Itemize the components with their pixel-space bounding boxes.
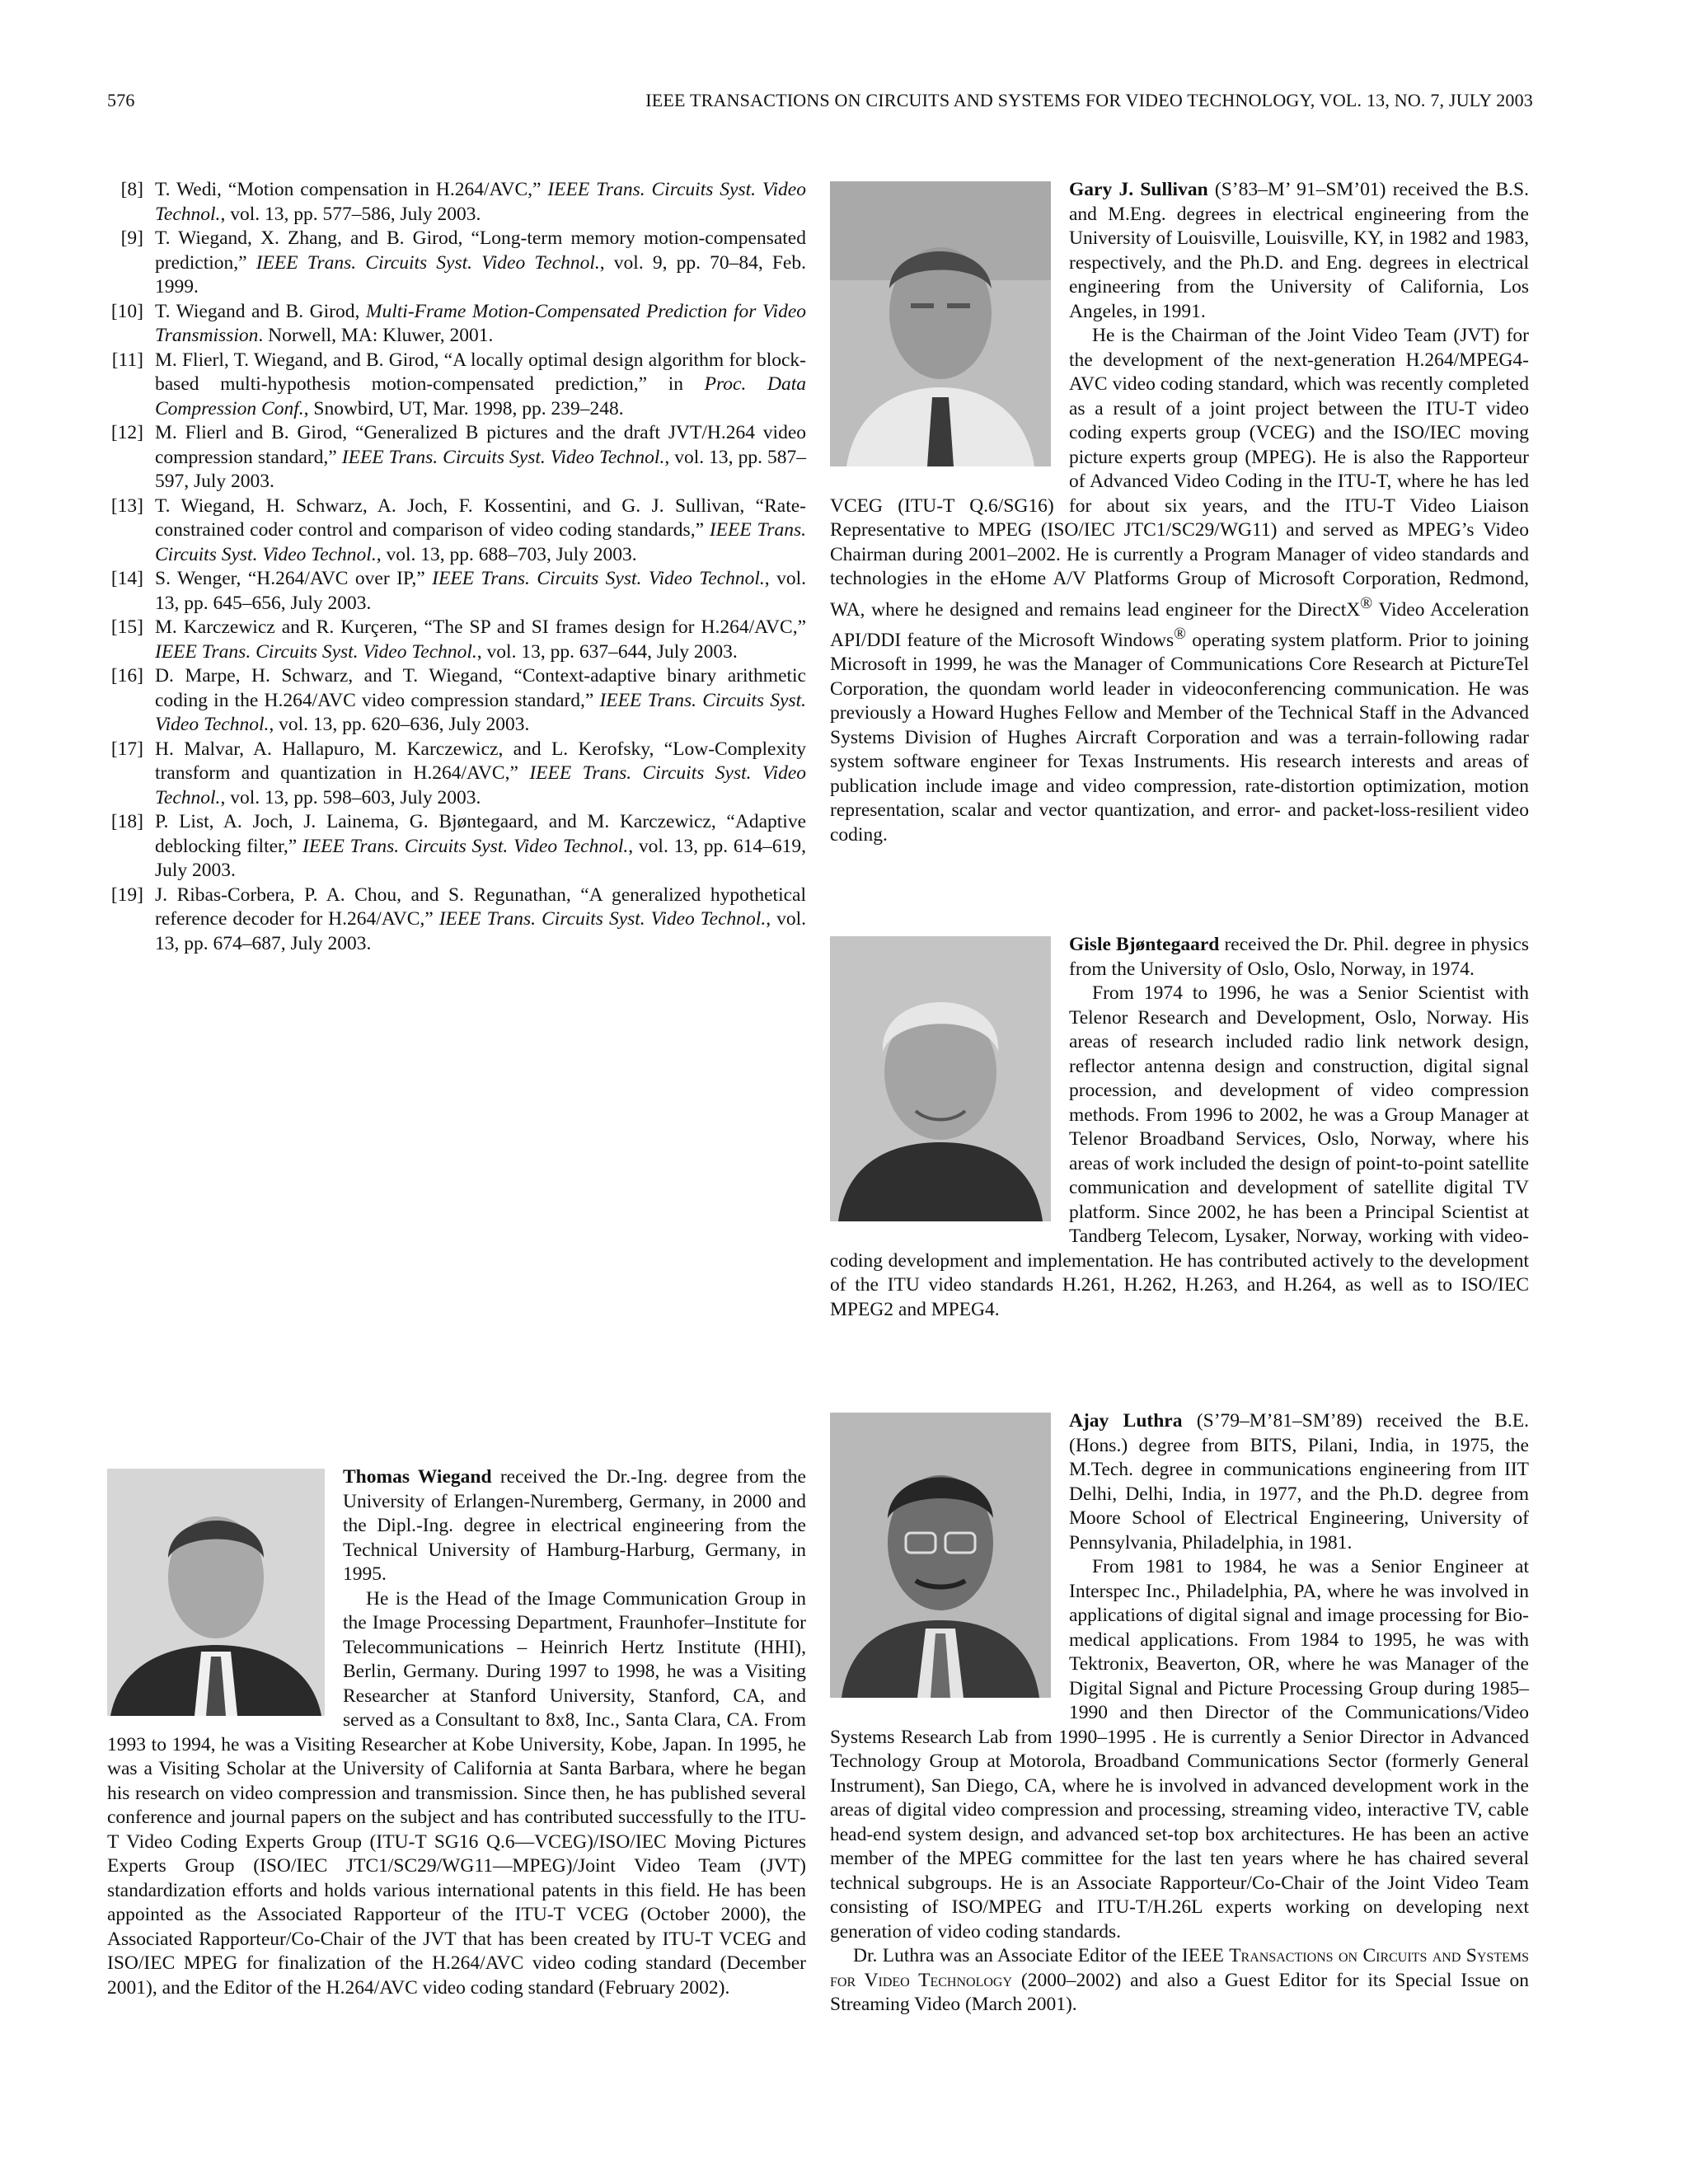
- author-name: Gisle Bjøntegaard: [1069, 934, 1220, 955]
- reference-text: M. Flierl and B. Girod, “Generalized B pictures and the draft JVT/H.264 video compression standard,” IEEE Trans. Circuits Syst. Video Technol., vol. 13, pp. 587–597, July 2003.: [155, 422, 806, 492]
- reference-text: T. Wiegand and B. Girod, Multi-Frame Motion-Compensated Prediction for Video Transmission. Norwell, MA: Kluwer, 2001.: [155, 300, 807, 346]
- author-name: Gary J. Sullivan: [1069, 179, 1208, 200]
- journal-title: IEEE TRANSACTIONS ON CIRCUITS AND SYSTEMS FOR VIDEO TECHNOLOGY, VOL. 13, NO. 7, JULY 2003: [645, 90, 1533, 110]
- reference-number: [16]: [110, 665, 143, 687]
- reference-text: M. Flierl, T. Wiegand, and B. Girod, “A locally optimal design algorithm for block-based multi-hypothesis motion-compensated prediction,” in Proc. Data Compression Conf., Snowbird, UT, Mar. 1998, pp. 239–248.: [155, 349, 806, 419]
- running-header: [107, 86, 1533, 115]
- portrait-image: [830, 1413, 1051, 1698]
- reference-item: [107, 738, 806, 811]
- reference-item: [107, 494, 806, 568]
- reference-text: D. Marpe, H. Schwarz, and T. Wiegand, “Context-adaptive binary arithmetic coding in the H.264/AVC video compression standard,” IEEE Trans. Circuits Syst. Video Technol., vol. 13, pp. 620–636, July 2003.: [155, 665, 807, 735]
- reference-item: [107, 421, 806, 494]
- page-number: 576: [107, 90, 135, 110]
- reference-number: [14]: [110, 568, 143, 589]
- bio-paragraph: Dr. Luthra was an Associate Editor of the IEEE Transactions on Circuits and Systems for Video Technology (2000–2002) and also a Guest Editor for its Special Issue on Streaming Video (March 2001).: [830, 1945, 1530, 2015]
- reference-text: P. List, A. Joch, J. Lainema, G. Bjøntegaard, and M. Karczewicz, “Adaptive deblocking filter,” IEEE Trans. Circuits Syst. Video Technol., vol. 13, pp. 614–619, July 2003.: [155, 811, 806, 881]
- reference-item: [107, 300, 806, 349]
- reference-item: [107, 227, 806, 300]
- reference-item: [107, 178, 806, 227]
- bio-paragraph: Thomas Wiegand received the Dr.-Ing. degree from the University of Erlangen-Nuremberg, Germany, in 2000 and the Dipl.-Ing. degree in electrical engineering from the Technical University of Hamburg-Harburg, Germany, in 1995.: [343, 1466, 806, 1585]
- bio-paragraph: From 1981 to 1984, he was a Senior Engineer at Interspec Inc., Philadelphia, PA, where he was involved in applications of digital signal and image processing for Bio-medical applications. From 1984 to 1995, he was with Tektronix, Beaverton, OR, where he was Manager of the Digital Signal and Picture Processing Group during 1985–1990 and then Director of the Communications/Video Systems Research Lab from 1990–1995 . He is currently a Senior Director in Advanced Technology Group at Motorola, Broadband Communications Sector (formerly General Instrument), San Diego, CA, where he is involved in advanced development work in the areas of digital video compression and processing, streaming video, interactive TV, cable head-end system design, and advanced set-top box architectures. He has been an active member of the MPEG committee for the last ten years where he has chaired several technical subgroups. He is an Associate Rapporteur/Co-Chair of the Joint Video Team consisting of ISO/MPEG and ITU-T/H.26L experts working on developing next generation of video coding standards.: [830, 1556, 1529, 1943]
- author-bio-wiegand: [107, 1465, 806, 2000]
- portrait-image: [830, 181, 1051, 466]
- author-bio-sullivan: [830, 178, 1529, 847]
- reference-text: J. Ribas-Corbera, P. A. Chou, and S. Regunathan, “A generalized hypothetical reference decoder for H.264/AVC,” IEEE Trans. Circuits Syst. Video Technol., vol. 13, pp. 674–687, July 2003.: [155, 883, 806, 954]
- reference-number: [17]: [110, 738, 143, 760]
- reference-number: [13]: [110, 494, 143, 517]
- bio-paragraph: He is the Head of the Image Communication Group in the Image Processing Department, Fraunhofer–Institute for Telecommunications – Heinrich Hertz Institute (HHI), Berlin, Germany. During 1997 to 1998, he was a Visiting Researcher at Stanford University, Stanford, CA, and served as a Consultant to 8x8, Inc., Santa Clara, CA. From 1993 to 1994, he was a Visiting Researcher at Kobe University, Kobe, Japan. In 1995, he was a Visiting Scholar at the University of California at Santa Barbara, where he began his research on video compression and transmission. Since then, he has published several conference and journal papers on the subject and has contributed successfully to the ITU-T Video Coding Experts Group (ITU-T SG16 Q.6—VCEG)/ISO/IEC Moving Pictures Experts Group (ISO/IEC JTC1/SC29/WG11—MPEG)/Joint Video Team (JVT) standardization efforts and holds various international patents in this field. He has been appointed as the Associated Rapporteur of the ITU-T VCEG (October 2000), the Associated Rapporteur/Co-Chair of the JVT that has been created by ITU-T VCEG and ISO/IEC MPEG for finalization of the H.264/AVC video coding standard (December 2001), and the Editor of the H.264/AVC video coding standard (February 2002).: [107, 1587, 806, 1999]
- author-bio-luthra: [830, 1409, 1529, 2018]
- reference-text: S. Wenger, “H.264/AVC over IP,” IEEE Trans. Circuits Syst. Video Technol., vol. 13, pp. 645–656, July 2003.: [155, 568, 807, 614]
- reference-number: [15]: [110, 616, 143, 638]
- reference-list: [107, 178, 806, 956]
- author-name: Thomas Wiegand: [343, 1466, 492, 1488]
- author-photo: [830, 936, 1051, 1221]
- reference-text: T. Wiegand, X. Zhang, and B. Girod, “Long-term memory motion-compensated prediction,” IEEE Trans. Circuits Syst. Video Technol., vol. 9, pp. 70–84, Feb. 1999.: [155, 227, 806, 298]
- bio-paragraph: Ajay Luthra (S’79–M’81–SM’89) received the B.E. (Hons.) degree from BITS, Pilani, India, in 1975, the M.Tech. degree in communications engineering from IIT Delhi, Delhi, India, in 1977, and the Ph.D. degree from Moore School of Electrical Engineering, University of Pennsylvania, Philadelphia, in 1981.: [1069, 1410, 1529, 1554]
- author-bio-bjontegaard: [830, 933, 1529, 1322]
- reference-number: [12]: [110, 422, 143, 443]
- reference-item: [107, 883, 806, 957]
- author-photo: [830, 181, 1051, 466]
- reference-number: [18]: [110, 811, 143, 832]
- reference-item: [107, 616, 806, 664]
- reference-text: T. Wiegand, H. Schwarz, A. Joch, F. Kossentini, and G. J. Sullivan, “Rate-constrained coder control and comparison of video coding standards,” IEEE Trans. Circuits Syst. Video Technol., vol. 13, pp. 688–703, July 2003.: [155, 494, 806, 565]
- author-photo: [107, 1469, 325, 1716]
- reference-item: [107, 810, 806, 883]
- portrait-image: [830, 936, 1051, 1221]
- bio-paragraph: Gisle Bjøntegaard received the Dr. Phil. degree in physics from the University of Oslo, Oslo, Norway, in 1974.: [1069, 934, 1529, 980]
- reference-number: [8]: [120, 179, 143, 200]
- bio-paragraph: Gary J. Sullivan (S’83–M’ 91–SM’01) received the B.S. and M.Eng. degrees in electrical engineering from the University of Louisville, Louisville, KY, in 1982 and 1983, respectively, and the Ph.D. and Eng. degrees in electrical engineering from the University of California, Los Angeles, in 1991.: [1069, 179, 1529, 322]
- author-photo: [830, 1413, 1051, 1698]
- bio-paragraph: He is the Chairman of the Joint Video Team (JVT) for the development of the next-generation H.264/MPEG4-AVC video coding standard, which was recently completed as a result of a joint project between the ITU-T video coding experts group (VCEG) and the ISO/IEC moving picture experts group (MPEG). He is also the Rapporteur of Advanced Video Coding in the ITU-T, where he has led VCEG (ITU-T Q.6/SG16) for about six years, and the ITU-T Video Liaison Representative to MPEG (ISO/IEC JTC1/SC29/WG11) and served as MPEG’s Video Chairman during 2001–2002. He is currently a Program Manager of video standards and technologies in the eHome A/V Platforms Group of Microsoft Corporation, Redmond, WA, where he designed and remains lead engineer for the DirectX® Video Acceleration API/DDI feature of the Microsoft Windows® operating system platform. Prior to joining Microsoft in 1999, he was the Manager of Communications Core Research at PictureTel Corporation, the quondam world leader in videoconferencing communication. He was previously a Howard Hughes Fellow and Member of the Technical Staff in the Advanced Systems Division of Hughes Aircraft Corporation and was a terrain-following radar system software engineer for Texas Instruments. His research interests and areas of publication include image and video compression, rate-distortion optimization, motion representation, scalar and vector quantization, and error- and packet-loss-resilient video coding.: [830, 325, 1529, 846]
- reference-item: [107, 567, 806, 616]
- portrait-image: [107, 1469, 325, 1716]
- reference-number: [9]: [120, 227, 143, 249]
- reference-text: T. Wedi, “Motion compensation in H.264/AVC,” IEEE Trans. Circuits Syst. Video Technol., vol. 13, pp. 577–586, July 2003.: [155, 179, 806, 225]
- reference-item: [107, 349, 806, 422]
- reference-number: [11]: [111, 349, 143, 371]
- reference-text: H. Malvar, A. Hallapuro, M. Karczewicz, and L. Kerofsky, “Low-Complexity transform and quantization in H.264/AVC,” IEEE Trans. Circuits Syst. Video Technol., vol. 13, pp. 598–603, July 2003.: [155, 738, 806, 808]
- bio-paragraph: From 1974 to 1996, he was a Senior Scientist with Telenor Research and Development, Oslo, Norway. His areas of research included radio link network design, reflector antenna design and construction, digital signal procession, and development of video compression methods. From 1996 to 2002, he was a Group Manager at Telenor Broadband Services, Oslo, Norway, where his areas of work included the design of point-to-point satellite communication and development of satellite digital TV platform. Since 2002, he has been a Principal Scientist at Tandberg Telecom, Lysaker, Norway, working with video-coding development and implementation. He has contributed actively to the development of the ITU video standards H.261, H.262, H.263, and H.264, as well as to ISO/IEC MPEG2 and MPEG4.: [830, 982, 1529, 1320]
- reference-number: [10]: [110, 300, 143, 322]
- author-name: Ajay Luthra: [1069, 1410, 1183, 1432]
- reference-number: [19]: [110, 883, 143, 906]
- reference-item: [107, 664, 806, 738]
- reference-text: M. Karczewicz and R. Kurçeren, “The SP and SI frames design for H.264/AVC,” IEEE Trans. Circuits Syst. Video Technol., vol. 13, pp. 637–644, July 2003.: [155, 616, 806, 663]
